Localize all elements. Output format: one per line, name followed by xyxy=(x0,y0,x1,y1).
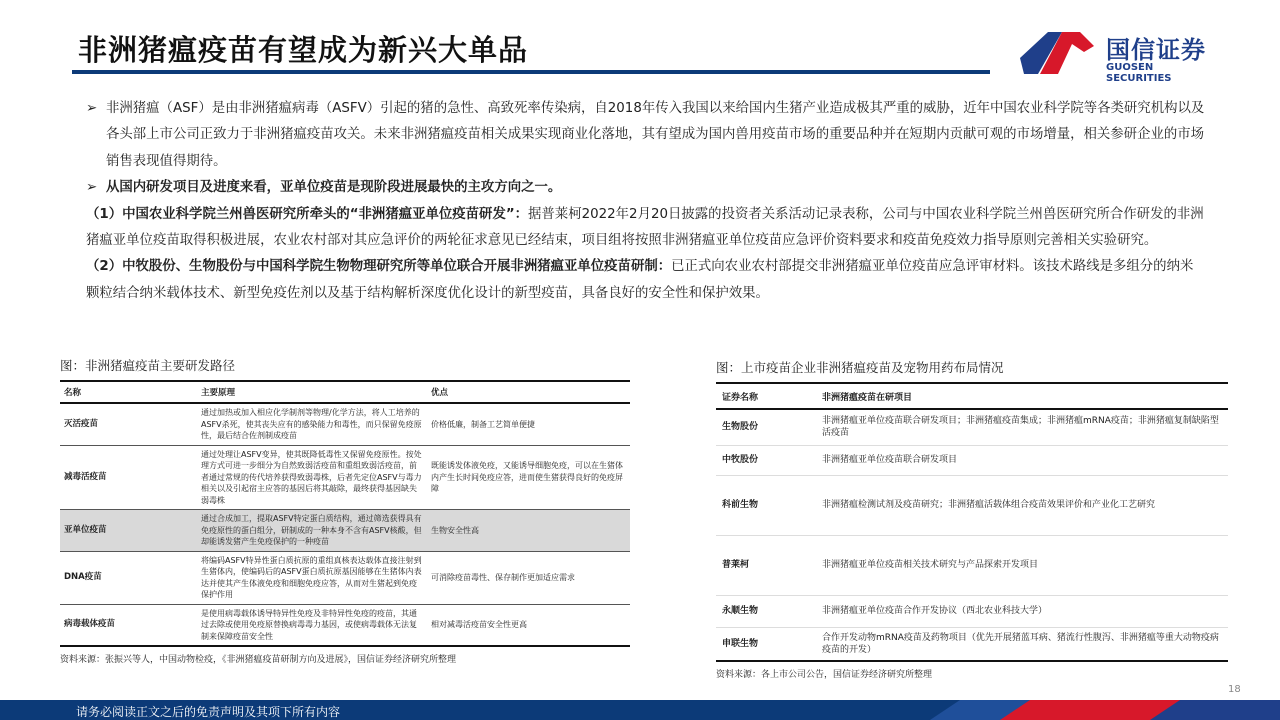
page-title: 非洲猪瘟疫苗有望成为新兴大单品 xyxy=(78,33,529,67)
paragraph-heading: （1）中国农业科学院兰州兽医研究所牵头的“非洲猪瘟亚单位疫苗研发”： xyxy=(86,206,529,222)
vaccine-principle: 通过加热或加入相应化学制剂等物理/化学方法，将人工培养的ASFV杀死，使其丧失应有的感染能力和毒性，而只保留免疫原性，最后结合佐剂制成疫苗 xyxy=(197,403,427,445)
bullet-arrow-icon: ➢ xyxy=(86,180,98,196)
paragraph-text: 据普莱柯2022年2月20日披露的投资者关系活动记录表称，公司与中国农业科学院兰州兽医研究所合作研发的非洲猪瘟亚单位疫苗取得积极进展，农业农村部对其应急评价的两轮征求意见已经结束，项目组将按照非洲猪瘟亚单位疫苗应急评价资料要求和疫苗免疫效力指导原则完善相关实验研究。 xyxy=(86,206,1204,249)
title-underline xyxy=(72,70,990,74)
table-row xyxy=(716,535,1228,595)
vaccine-advantage: 价格低廉，制备工艺简单便捷 xyxy=(427,403,630,445)
footer-bar xyxy=(0,700,1280,720)
figure-title: 图：非洲猪瘟疫苗主要研发路径 xyxy=(60,358,236,373)
guosen-logo-mark-icon xyxy=(1018,28,1102,78)
footer-disclaimer: 请务必阅读正文之后的免责声明及其项下所有内容 xyxy=(76,705,341,719)
paragraph-key-point xyxy=(86,175,1206,201)
table-row xyxy=(60,403,630,445)
company-project: 非洲猪瘟检测试剂及疫苗研究；非洲猪瘟活载体组合疫苗效果评价和产业化工艺研究 xyxy=(816,475,1228,535)
vaccine-principle: 将编码ASFV特异性蛋白质抗原的重组真核表达载体直接注射到生猪体内，使编码后的ASFV蛋白质抗原基因能够在生猪体内表达并使其产生体液免疫和细胞免疫应答，从而对生猪起到免疫保护作用 xyxy=(197,551,427,604)
company-project: 非洲猪瘟亚单位疫苗相关技术研究与产品探索开发项目 xyxy=(816,535,1228,595)
company-name: 普莱柯 xyxy=(716,535,816,595)
figure-title: 图：上市疫苗企业非洲猪瘟疫苗及宠物用药布局情况 xyxy=(716,360,1004,375)
column-header: 非洲猪瘟疫苗在研项目 xyxy=(816,383,1228,409)
company-name: 科前生物 xyxy=(716,475,816,535)
column-header: 优点 xyxy=(427,381,630,403)
column-header: 名称 xyxy=(60,381,197,403)
figure-company-layout xyxy=(716,358,1228,680)
paragraph-text: 从国内研发项目及进度来看，亚单位疫苗是现阶段进展最快的主攻方向之一。 xyxy=(106,180,562,196)
vaccine-advantage: 相对减毒活疫苗安全性更高 xyxy=(427,604,630,646)
body-text xyxy=(86,96,1206,307)
figure-vaccine-paths xyxy=(60,356,630,665)
table-row xyxy=(716,409,1228,445)
company-name: 中牧股份 xyxy=(716,445,816,475)
column-header: 证券名称 xyxy=(716,383,816,409)
paragraph-text: 非洲猪瘟（ASF）是由非洲猪瘟病毒（ASFV）引起的猪的急性、高致死率传染病，自2018年传入我国以来给国内生猪产业造成极其严重的威胁，近年中国农业科学院等各类研究机构以及各头部上市公司正致力于非洲猪瘟疫苗攻关。未来非洲猪瘟疫苗相关成果实现商业化落地，其有望成为国内兽用疫苗市场的重要品种并在短期内贡献可观的市场增量，相关参研企业的市场销售表现值得期待。 xyxy=(106,101,1205,169)
table-row xyxy=(716,595,1228,627)
figure-source: 资料来源：张振兴等人，中国动物检疫，《非洲猪瘟疫苗研制方向及进展》，国信证券经济研究所整理 xyxy=(60,655,457,665)
vaccine-name: 灭活疫苗 xyxy=(60,403,197,445)
vaccine-principle: 通过合成加工，提取ASFV特定蛋白质结构，通过筛选获得具有免疫原性的蛋白组分，研制成的一种本身不含有ASFV核酸，但却能诱发猪产生免疫保护的一种疫苗 xyxy=(197,510,427,552)
vaccine-name: 减毒活疫苗 xyxy=(60,445,197,510)
paragraph-joint-project xyxy=(86,254,1206,307)
vaccine-name: 病毒载体疫苗 xyxy=(60,604,197,646)
logo-text-en: GUOSEN SECURITIES xyxy=(1106,62,1172,84)
column-header: 主要原理 xyxy=(197,381,427,403)
table-row xyxy=(60,604,630,646)
vaccine-paths-table xyxy=(60,380,630,647)
company-project: 合作开发动物mRNA疫苗及药物项目（优先开展猪蓝耳病、猪流行性腹泻、非洲猪瘟等重大动物疫病疫苗的开发） xyxy=(816,627,1228,661)
table-row xyxy=(60,445,630,510)
table-row xyxy=(716,475,1228,535)
company-name: 申联生物 xyxy=(716,627,816,661)
company-projects-table xyxy=(716,382,1228,662)
table-header-row xyxy=(60,381,630,403)
page-number: 18 xyxy=(1228,684,1241,695)
company-name: 永顺生物 xyxy=(716,595,816,627)
table-row xyxy=(60,551,630,604)
vaccine-principle: 通过处理让ASFV变异，使其既降低毒性又保留免疫原性。按处理方式可进一步细分为自然致弱活疫苗和重组致弱活疫苗，前者通过常规的传代培养获得致弱毒株，后者先定位ASFV与毒力相关以及引起宿主应答的基因后将其敲除，最终获得基因缺失弱毒株 xyxy=(197,445,427,510)
figure-source: 资料来源：各上市公司公告，国信证券经济研究所整理 xyxy=(716,670,933,680)
company-project: 非洲猪瘟亚单位疫苗联合研发项目；非洲猪瘟疫苗集成；非洲猪瘟mRNA疫苗；非洲猪瘟复制缺陷型活疫苗 xyxy=(816,409,1228,445)
vaccine-principle: 是使用病毒载体诱导特异性免疫及非特异性免疫的疫苗，其通过去除或使用免疫原替换病毒毒力基因，或使病毒载体无法复制来保障疫苗安全性 xyxy=(197,604,427,646)
vaccine-advantage: 生物安全性高 xyxy=(427,510,630,552)
paragraph-asf-intro xyxy=(86,96,1206,175)
company-project: 非洲猪瘟亚单位疫苗联合研发项目 xyxy=(816,445,1228,475)
vaccine-name: 亚单位疫苗 xyxy=(60,510,197,552)
vaccine-name: DNA疫苗 xyxy=(60,551,197,604)
vaccine-advantage: 既能诱发体液免疫，又能诱导细胞免疫，可以在生猪体内产生长时间免疫应答，进而使生猪获得良好的免疫屏障 xyxy=(427,445,630,510)
bullet-arrow-icon: ➢ xyxy=(86,101,98,116)
vaccine-advantage: 可消除疫苗毒性、保存制作更加适应需求 xyxy=(427,551,630,604)
company-name: 生物股份 xyxy=(716,409,816,445)
table-row xyxy=(716,445,1228,475)
logo-text-cn: 国信证券 xyxy=(1106,36,1206,64)
table-row xyxy=(716,627,1228,661)
table-header-row xyxy=(716,383,1228,409)
paragraph-text: 已正式向农业农村部提交非洲猪瘟亚单位疫苗应急评审材料。该技术路线是多组分的纳米颗粒结合纳米载体技术、新型免疫佐剂以及基于结构解析深度优化设计的新型疫苗，具备良好的安全性和保护效果。 xyxy=(86,259,1194,301)
table-row-highlighted xyxy=(60,510,630,552)
guosen-logo xyxy=(1018,28,1218,84)
company-project: 非洲猪瘟亚单位疫苗合作开发协议（西北农业科技大学） xyxy=(816,595,1228,627)
paragraph-lanzhou-project xyxy=(86,202,1206,255)
paragraph-heading: （2）中牧股份、生物股份与中国科学院生物物理研究所等单位联合开展非洲猪瘟亚单位疫苗研制： xyxy=(86,259,672,275)
